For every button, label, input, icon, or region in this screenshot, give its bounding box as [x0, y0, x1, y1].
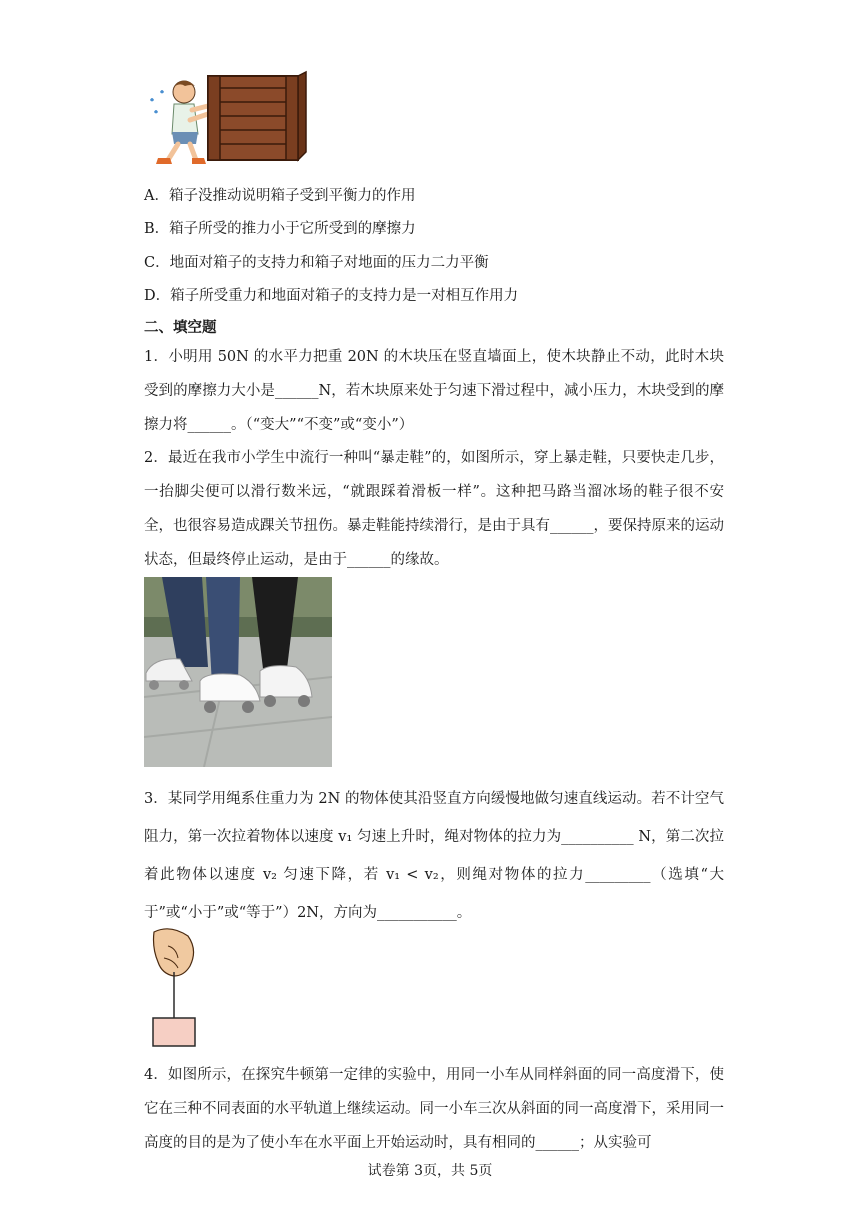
- boy-pushing-crate-figure: [144, 70, 308, 170]
- option-b: B．箱子所受的推力小于它所受到的摩擦力: [144, 221, 416, 237]
- question-2: 2．最近在我市小学生中流行一种叫“暴走鞋”的，如图所示，穿上暴走鞋，只要快走几步，一抬脚尖便可以滑行数米远，“就跟踩着滑板一样”。这种把马路当溜冰场的鞋子很不安全，也很容易造成踝关节扭伤。暴走鞋能持续滑行，是由于具有______，要保持原来的运动状态，但最终停止运动，是由于______的缘故。: [144, 450, 724, 568]
- option-c: C．地面对箱子的支持力和箱子对地面的压力二力平衡: [144, 255, 489, 271]
- question-4: 4．如图所示，在探究牛顿第一定律的实验中，用同一小车从同样斜面的同一高度滑下，使它在三种不同表面的水平轨道上继续运动。同一小车三次从斜面的同一高度滑下，采用同一高度的目的是为了使小车在水平面上开始运动时，具有相同的______；从实验可: [144, 1067, 724, 1151]
- page-footer: 试卷第 3页，共 5页: [367, 1163, 493, 1179]
- option-d: D．箱子所受重力和地面对箱子的支持力是一对相互作用力: [144, 288, 519, 304]
- hand-rope-box-figure: [146, 926, 202, 1050]
- question-1: 1．小明用 50N 的水平力把重 20N 的木块压在竖直墙面上，使木块静止不动，此时木块受到的摩擦力大小是______N，若木块原来处于匀速下滑过程中，减小压力，木块受到的摩擦力将______。（“变大”“不变”或“变小”）: [144, 349, 724, 433]
- roller-shoes-photo: [144, 577, 332, 767]
- option-a: A．箱子没推动说明箱子受到平衡力的作用: [144, 188, 416, 204]
- question-3: 3．某同学用绳系住重力为 2N 的物体使其沿竖直方向缓慢地做匀速直线运动。若不计空气阻力，第一次拉着物体以速度 v₁ 匀速上升时，绳对物体的拉力为__________ N，第二次拉着此物体以速度 v₂ 匀速下降，若 v₁ < v₂，则绳对物体的拉力_________（选填“大于”或“小于”或“等于”）2N，方向为___________。: [144, 791, 724, 921]
- section-title: 二、填空题: [144, 320, 217, 336]
